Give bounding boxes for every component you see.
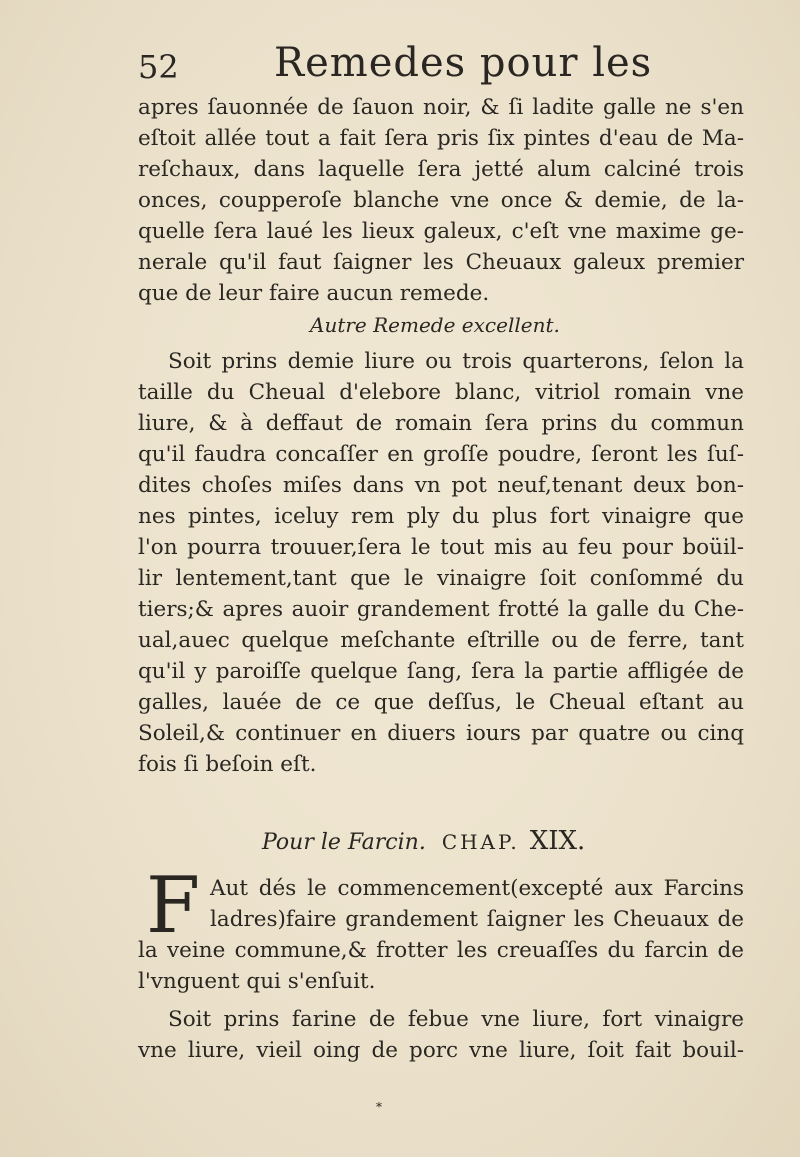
text-line: Soleil,& continuer en diuers iours par quatre ou cinq bbox=[138, 721, 744, 746]
text-line: quelle ſera laué les lieux galeux, c'eſt vne maxime ge- bbox=[138, 219, 744, 244]
text-line: galles, lauée de ce que deſſus, le Cheual eſtant au bbox=[138, 690, 744, 715]
text-line: l'on pourra trouuer,ſera le tout mis au feu pour boüil- bbox=[138, 535, 744, 560]
text-line: apres ſauonnée de ſauon noir, & ſi ladite galle ne s'en bbox=[138, 95, 744, 120]
text-line: onces, coupperoſe blanche vne once & demie, de la- bbox=[138, 188, 744, 213]
text-line: ladres)faire grandement ſaigner les Cheuaux de bbox=[210, 907, 744, 932]
text-line: reſchaux, dans laquelle ſera jetté alum calciné trois bbox=[138, 157, 744, 182]
paragraph-1 bbox=[138, 92, 744, 309]
text-line: eſtoit allée tout a fait ſera pris ſix pintes d'eau de Ma- bbox=[138, 126, 744, 151]
text-line: liure, & à deffaut de romain ſera prins du commun bbox=[138, 411, 744, 436]
chapter-title: Pour le Farcin. bbox=[262, 830, 426, 855]
text-line: qu'il faudra concaſſer en groſſe poudre, ſeront les ſuſ- bbox=[138, 442, 744, 467]
paragraph-2 bbox=[138, 346, 744, 780]
text-line: vne liure, vieil oing de porc vne liure, ſoit fait bouil- bbox=[138, 1038, 744, 1063]
chapter-label: CHAP. bbox=[441, 830, 520, 854]
paragraph-3-wrapped bbox=[210, 873, 744, 935]
catchword: * bbox=[376, 1100, 382, 1114]
drop-cap: F bbox=[145, 861, 201, 951]
page-header bbox=[138, 40, 758, 100]
chapter-number: XIX. bbox=[529, 826, 586, 856]
text-line: Soit prins demie liure ou trois quarterons, ſelon la bbox=[168, 349, 744, 374]
page-number: 52 bbox=[138, 48, 179, 86]
text-line: dites choſes miſes dans vn pot neuf,tenant deux bon- bbox=[138, 473, 744, 498]
text-line: lir lentement,tant que le vinaigre ſoit conſommé du bbox=[138, 566, 744, 591]
text-line: taille du Cheual d'elebore blanc, vitriol romain vne bbox=[138, 380, 744, 405]
text-line: Aut dés le commencement(excepté aux Farcins bbox=[210, 876, 744, 901]
text-line: que de leur faire aucun remede. bbox=[138, 281, 490, 306]
text-line: nerale qu'il faut ſaigner les Cheuaux galeux premier bbox=[138, 250, 744, 275]
text-line: tiers;& apres auoir grandement frotté la galle du Che- bbox=[138, 597, 744, 622]
chapter-heading bbox=[262, 826, 585, 856]
text-line: la veine commune,& frotter les creuaſſes du farcin de bbox=[138, 938, 744, 963]
sub-heading: Autre Remede excellent. bbox=[310, 313, 560, 337]
text-line: Soit prins farine de febue vne liure, fort vinaigre bbox=[168, 1007, 744, 1032]
text-line: nes pintes, iceluy rem ply du plus fort vinaigre que bbox=[138, 504, 744, 529]
paragraph-3 bbox=[138, 935, 744, 997]
text-line: fois ſi beſoin eſt. bbox=[138, 752, 317, 777]
paragraph-4 bbox=[138, 1004, 744, 1066]
running-title: Remedes pour les bbox=[274, 40, 653, 86]
text-line: qu'il y paroiſſe quelque ſang, ſera la partie affligée de bbox=[138, 659, 744, 684]
text-line: ual,auec quelque meſchante eſtrille ou de ferre, tant bbox=[138, 628, 744, 653]
text-line: l'vnguent qui s'enſuit. bbox=[138, 969, 376, 994]
